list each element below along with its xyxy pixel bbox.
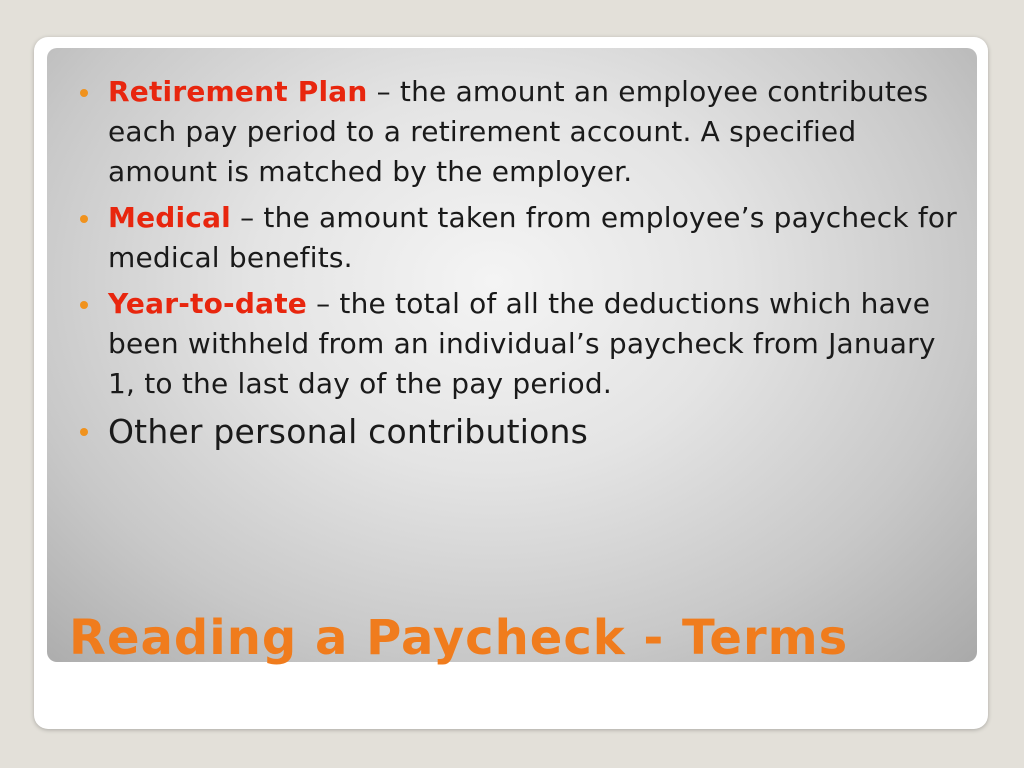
bullet-item-year-to-date <box>78 284 958 404</box>
term-definition: – the total of all the deductions which have been withheld from an individual’s paycheck from January 1, to the last day of the pay period. <box>108 287 936 400</box>
term-definition: – the amount an employee contributes each pay period to a retirement account. A specified amount is matched by the employer. <box>108 75 929 188</box>
bullet-dot-icon <box>80 89 88 97</box>
bullet-item-medical <box>78 198 958 278</box>
bullet-text: Other personal contributions <box>108 412 588 451</box>
term-label: Retirement Plan <box>108 75 368 108</box>
term-label: Year-to-date <box>108 287 307 320</box>
bullet-item-retirement-plan <box>78 72 958 192</box>
term-label: Medical <box>108 201 231 234</box>
bullet-list <box>78 72 958 460</box>
term-definition: – the amount taken from employee’s paycheck for medical benefits. <box>108 201 957 274</box>
bullet-dot-icon <box>80 428 88 436</box>
slide-title: Reading a Paycheck - Terms <box>69 610 849 666</box>
bullet-item-other-contributions <box>78 410 958 454</box>
bullet-dot-icon <box>80 301 88 309</box>
bullet-dot-icon <box>80 215 88 223</box>
